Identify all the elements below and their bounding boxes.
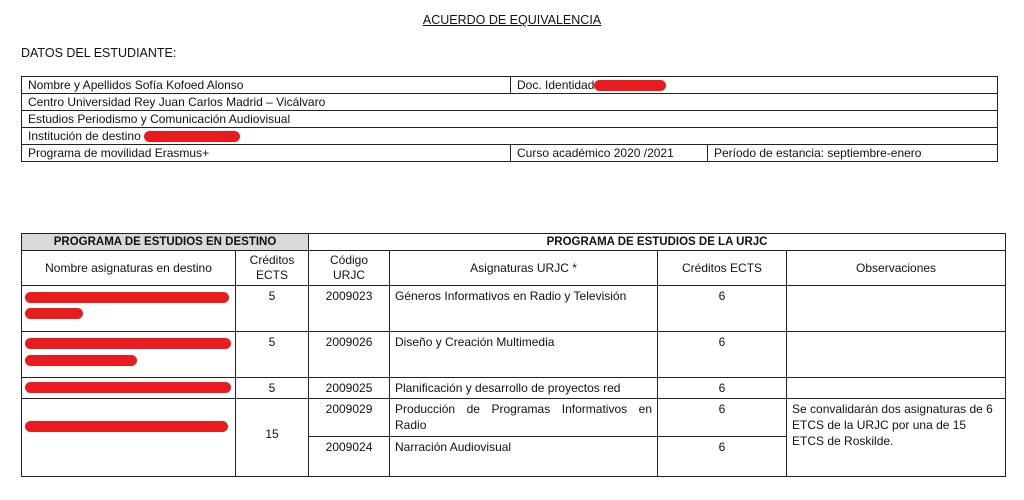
courses-table <box>21 233 1006 477</box>
redaction-mark <box>25 338 231 349</box>
stay-label: Período de estancia: <box>714 146 825 160</box>
code-cell: 2009024 <box>309 437 390 477</box>
col-code-line1: Código <box>330 253 369 267</box>
courses-column-header-row <box>22 251 1006 286</box>
table-row <box>22 399 1006 437</box>
stay-value: septiembre-enero <box>827 146 922 160</box>
center-cell <box>22 94 998 111</box>
code-cell: 2009025 <box>309 378 390 399</box>
program-label: Programa de movilidad <box>28 146 152 160</box>
program-cell <box>22 145 511 162</box>
observations-cell: Se convalidarán dos asignaturas de 6 ETCS de la URJC por una de 15 ETCS de Roskilde. <box>787 399 1006 477</box>
redaction-mark <box>25 355 137 366</box>
urjc-credits-cell: 6 <box>658 286 787 332</box>
name-value: Sofía Kofoed Alonso <box>134 78 244 92</box>
document-title: ACUERDO DE EQUIVALENCIA <box>422 13 602 27</box>
academic-year-cell <box>511 145 708 162</box>
student-row-name <box>22 77 998 94</box>
redaction-mark <box>144 131 240 142</box>
dest-subject-cell <box>22 399 236 477</box>
destination-label: Institución de destino <box>28 129 141 143</box>
code-cell: 2009023 <box>309 286 390 332</box>
urjc-subject-cell: Planificación y desarrollo de proyectos red <box>390 378 658 399</box>
redaction-mark <box>25 421 228 432</box>
center-label: Centro <box>28 95 65 109</box>
center-value: Universidad Rey Juan Carlos Madrid – Vicálvaro <box>67 95 326 109</box>
stay-cell <box>708 145 998 162</box>
redaction-mark <box>25 292 229 303</box>
urjc-credits-cell: 6 <box>658 437 787 477</box>
student-row-destination <box>22 128 998 145</box>
observations-cell <box>787 332 1006 378</box>
studies-value: Periodismo y Comunicación Audiovisual <box>77 112 291 126</box>
urjc-subject-cell: Géneros Informativos en Radio y Televisión <box>390 286 658 332</box>
destination-cell <box>22 128 998 145</box>
urjc-subject-cell: Narración Audiovisual <box>390 437 658 477</box>
program-value: Erasmus+ <box>154 146 210 160</box>
col-dest-credits <box>236 251 309 286</box>
table-row <box>22 378 1006 399</box>
id-label: Doc. Identidad <box>517 78 595 92</box>
urjc-subject-cell: Producción de Programas Informativos en Radio <box>390 399 658 437</box>
urjc-credits-cell: 6 <box>658 378 787 399</box>
student-row-center <box>22 94 998 111</box>
student-data-table <box>21 76 998 162</box>
courses-band-row <box>22 234 1006 251</box>
dest-credits-cell: 5 <box>236 332 309 378</box>
dest-subject-cell <box>22 286 236 332</box>
code-cell: 2009026 <box>309 332 390 378</box>
observations-cell <box>787 378 1006 399</box>
urjc-program-header: PROGRAMA DE ESTUDIOS DE LA URJC <box>309 234 1006 251</box>
dest-credits-cell: 5 <box>236 378 309 399</box>
redaction-mark <box>25 382 231 393</box>
student-row-studies <box>22 111 998 128</box>
dest-credits-cell: 5 <box>236 286 309 332</box>
name-cell <box>22 77 511 94</box>
urjc-credits-cell: 6 <box>658 399 787 437</box>
col-dest-credits-line2: ECTS <box>256 268 289 282</box>
col-dest-credits-line1: Créditos <box>249 253 295 267</box>
table-row <box>22 332 1006 378</box>
col-urjc-credits: Créditos ECTS <box>658 251 787 286</box>
id-cell <box>511 77 998 94</box>
student-section-label: DATOS DEL ESTUDIANTE: <box>21 46 177 60</box>
code-cell: 2009029 <box>309 399 390 437</box>
dest-credits-cell: 15 <box>236 399 309 477</box>
student-row-program <box>22 145 998 162</box>
studies-label: Estudios <box>28 112 75 126</box>
col-observations: Observaciones <box>787 251 1006 286</box>
col-code <box>309 251 390 286</box>
col-urjc-subjects: Asignaturas URJC * <box>390 251 658 286</box>
observations-cell <box>787 286 1006 332</box>
destination-program-header: PROGRAMA DE ESTUDIOS EN DESTINO <box>22 234 309 251</box>
academic-year-value: 2020 /2021 <box>613 146 674 160</box>
redaction-mark <box>594 80 666 91</box>
academic-year-label: Curso académico <box>517 146 611 160</box>
name-label: Nombre y Apellidos <box>28 78 132 92</box>
table-row <box>22 286 1006 332</box>
urjc-subject-cell: Diseño y Creación Multimedia <box>390 332 658 378</box>
col-code-line2: URJC <box>333 268 366 282</box>
col-dest-name: Nombre asignaturas en destino <box>22 251 236 286</box>
studies-cell <box>22 111 998 128</box>
urjc-credits-cell: 6 <box>658 332 787 378</box>
redaction-mark <box>25 308 83 319</box>
dest-subject-cell <box>22 378 236 399</box>
dest-subject-cell <box>22 332 236 378</box>
